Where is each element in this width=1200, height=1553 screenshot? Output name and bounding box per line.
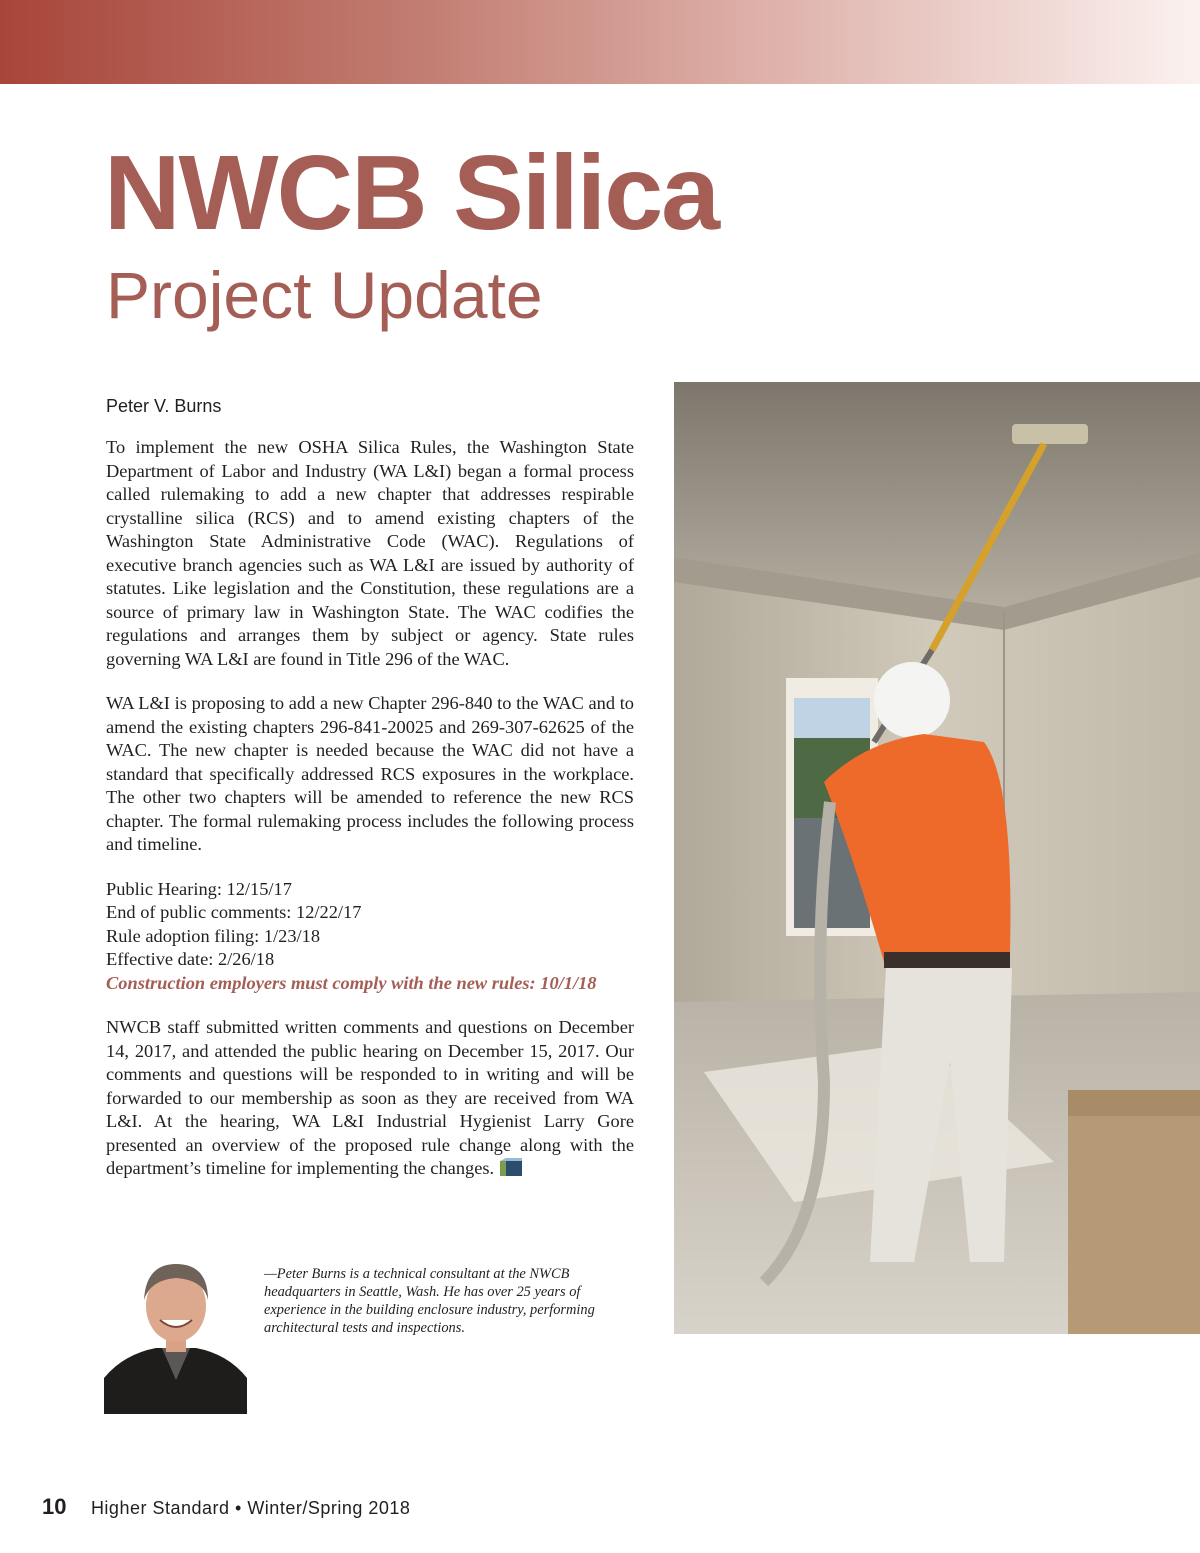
end-of-article-cube-icon (500, 1158, 522, 1176)
article-subtitle: Project Update (106, 258, 543, 332)
timeline-item-effective-date: Effective date: 2/26/18 (106, 949, 275, 969)
page-footer (42, 1494, 410, 1520)
publication-issue: Higher Standard • Winter/Spring 2018 (90, 1498, 411, 1518)
article-byline: Peter V. Burns (106, 396, 222, 416)
body-paragraph-closing (106, 1016, 634, 1181)
timeline-item-public-hearing: Public Hearing: 12/15/17 (106, 878, 292, 899)
rulemaking-timeline (106, 878, 634, 996)
timeline-compliance-highlight: Construction employers must comply with the new rules: 10/1/18 (106, 972, 597, 993)
body-paragraph-2: WA L&I is proposing to add a new Chapter 296-840 to the WAC and to amend the existing chapters 296-841-20025 and 269-307-62625 of the WAC. The new chapter is needed because the WAC did not have a standard that specifically addressed RCS exposures in the workplace. The other two chapters will be amended to reference the new RCS chapter. The formal rulemaking process includes the following process and timeline. (106, 693, 634, 854)
author-bio: —Peter Burns is a technical consultant at the NWCB headquarters in Seattle, Wash. He has over 25 years of experience in the building enclosure industry, performing architectural tests and inspections. (264, 1266, 595, 1336)
article-title: NWCB Silica (104, 134, 719, 252)
timeline-item-end-comments: End of public comments: 12/22/17 (106, 902, 362, 922)
page-number: 10 (42, 1494, 67, 1519)
timeline-item-rule-adoption: Rule adoption filing: 1/23/18 (106, 925, 321, 946)
body-paragraph-1: To implement the new OSHA Silica Rules, the Washington State Department of Labor and Industry (WA L&I) began a formal process called rulemaking to add a new chapter that addresses respirable crystalline silica (RCS) and to amend existing chapters of the Washington State Administrative Code (WAC). Regulations of executive branch agencies such as WA L&I are issued by authority of statutes. Like legislation and the Constitution, these regulations are a source of primary law in Washington State. The WAC codifies the regulations and arranges them by subject or agency. State rules governing WA L&I are found in Title 296 of the WAC. (106, 437, 634, 669)
worker-sanding-ceiling-photo (674, 382, 1200, 1334)
article-body (106, 436, 634, 1202)
author-portrait-photo (104, 1250, 247, 1414)
header-color-band (0, 0, 1200, 84)
closing-paragraph-text: NWCB staff submitted written comments and questions on December 14, 2017, and attended the public hearing on December 15, 2017. Our comments and questions will be responded to in writing and will be forwarded to our membership as soon as they are received from WA L&I. At the hearing, WA L&I Industrial Hygienist Larry Gore presented an overview of the proposed rule change along with the department’s timeline for implementing the changes. (106, 1017, 634, 1178)
